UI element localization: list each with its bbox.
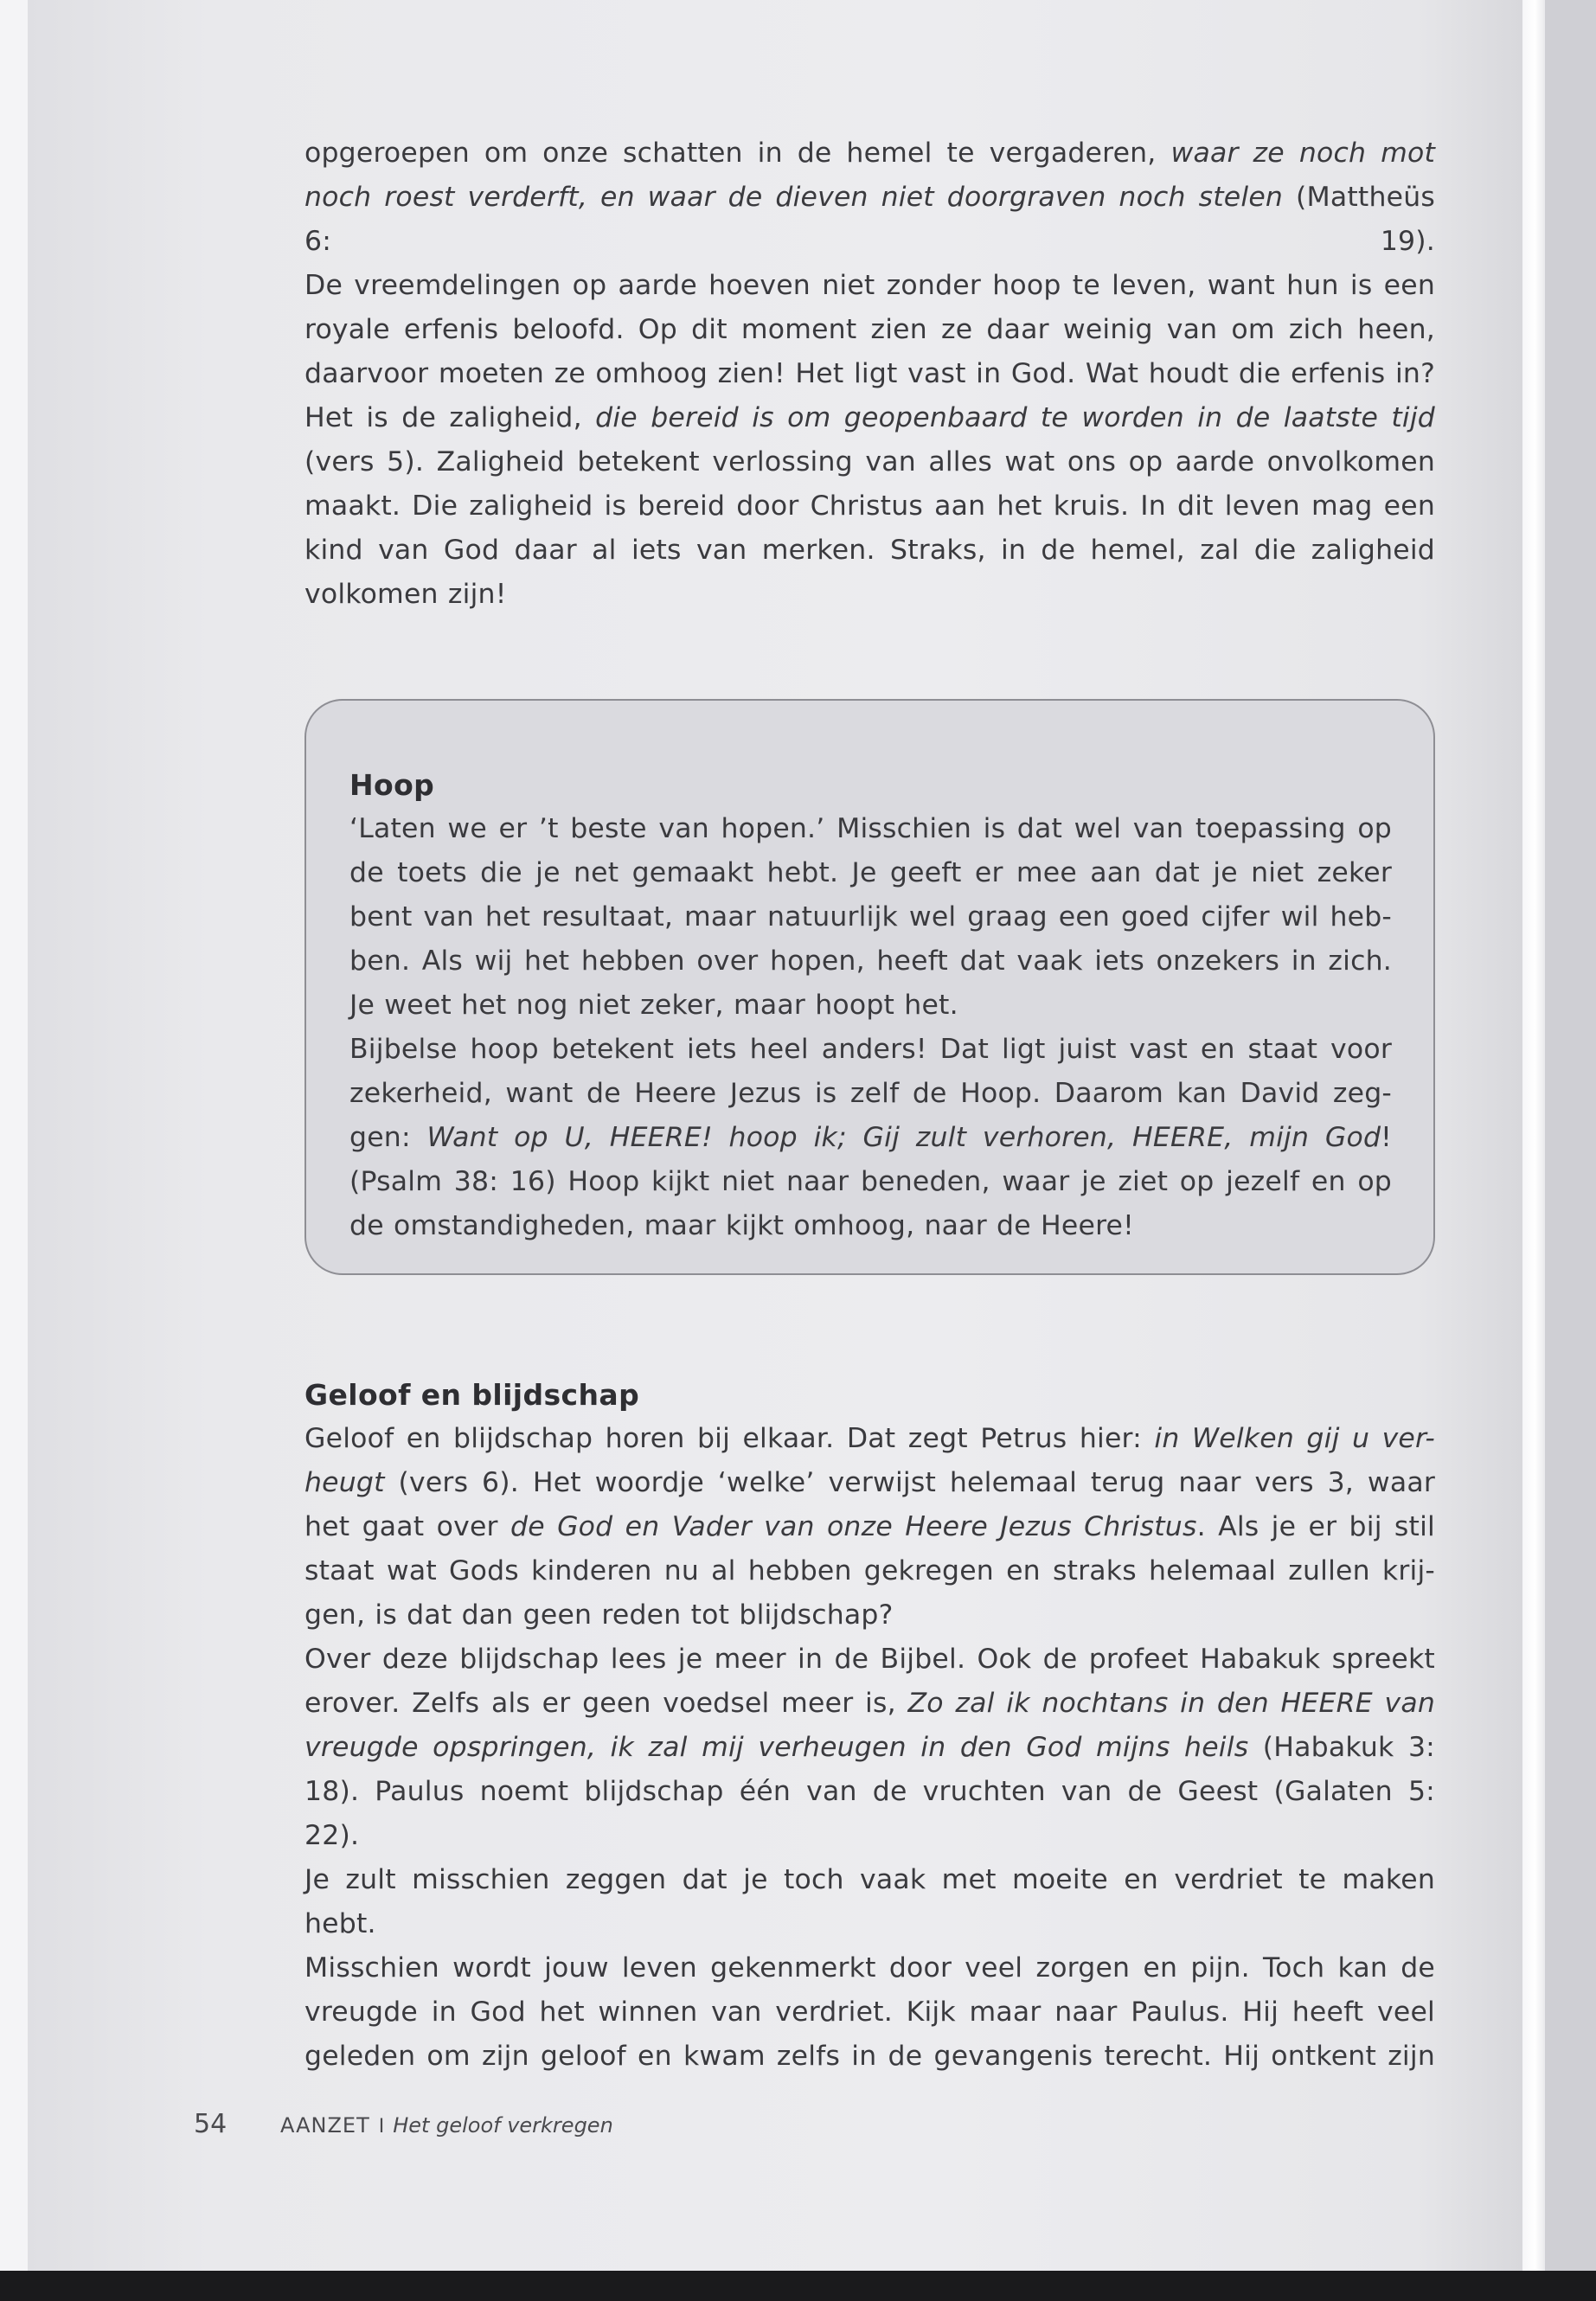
text-run: (Psalm 38: 16) Hoop kijkt niet naar beneden, waar je ziet op jezelf en op xyxy=(349,1166,1392,1197)
text-line xyxy=(304,1814,1435,1858)
text-line xyxy=(304,176,1435,220)
text-run: 18). Paulus noemt blijdschap één van de vruchten van de Geest (Galaten 5: xyxy=(304,1776,1435,1807)
text-run: ‘Laten we er ’t beste van hopen.’ Misschien is dat wel van toepassing op xyxy=(349,813,1392,844)
italic-quote: waar ze noch mot xyxy=(1170,138,1435,169)
geloof-lines xyxy=(304,1417,1435,2079)
text-line xyxy=(349,1116,1392,1160)
text-run: Bijbelse hoop betekent iets heel anders! Dat ligt juist vast en staat voor xyxy=(349,1034,1392,1065)
text-line xyxy=(304,1682,1435,1726)
scan-left-edge xyxy=(0,0,28,2301)
text-line xyxy=(304,573,1435,617)
hoop-callout-box xyxy=(304,699,1435,1275)
text-run: De vreemdelingen op aarde hoeven niet zonder hoop te leven, want hun is een xyxy=(304,270,1435,301)
text-line xyxy=(349,807,1392,851)
text-run: (vers 5). Zaligheid betekent verlossing van alles wat ons op aarde onvolkomen xyxy=(304,446,1435,478)
text-run: ! xyxy=(1381,1122,1392,1153)
footer-section: AANZET xyxy=(280,2113,370,2138)
text-line xyxy=(349,1028,1392,1072)
text-run: de toets die je net gemaakt hebt. Je geeft er mee aan dat je niet zeker xyxy=(349,857,1392,888)
text-run: kind van God daar al iets van merken. Straks, in de hemel, zal die zaligheid xyxy=(304,535,1435,566)
text-run: Misschien wordt jouw leven gekenmerkt door veel zorgen en pijn. Toch kan de xyxy=(304,1952,1435,1984)
text-line xyxy=(304,1726,1435,1770)
italic-quote: vreugde opspringen, ik zal mij verheugen in den God mijns heils xyxy=(304,1732,1249,1763)
text-line xyxy=(304,220,1435,264)
italic-quote: Zo zal ik nochtans in den HEERE van xyxy=(907,1688,1435,1719)
text-run: Je zult misschien zeggen dat je toch vaak met moeite en verdriet te maken hebt. xyxy=(304,1864,1435,1939)
text-line xyxy=(304,1858,1435,1946)
text-run: gen, is dat dan geen reden tot blijdschap? xyxy=(304,1599,894,1631)
text-run: 6: 19). xyxy=(304,226,1435,257)
text-run: (Habakuk 3: xyxy=(1248,1732,1435,1763)
text-run: bent van het resultaat, maar natuurlijk wel graag een goed cijfer wil heb- xyxy=(349,901,1392,933)
text-run: erover. Zelfs als er geen voedsel meer is, xyxy=(304,1688,908,1719)
text-line xyxy=(304,1549,1435,1593)
italic-quote: Want op U, HEERE! hoop ik; Gij zult verhoren, HEERE, mijn God xyxy=(426,1122,1381,1153)
text-line xyxy=(304,1946,1435,1990)
text-line xyxy=(304,440,1435,484)
text-run: gen: xyxy=(349,1122,427,1153)
section-title: Geloof en blijdschap xyxy=(304,1378,640,1412)
text-run: de omstandigheden, maar kijkt omhoog, naar de Heere! xyxy=(349,1210,1134,1241)
text-run: Je weet het nog niet zeker, maar hoopt het. xyxy=(349,990,958,1021)
text-line xyxy=(304,352,1435,396)
text-line xyxy=(349,1072,1392,1116)
text-run: ben. Als wij het hebben over hopen, heeft dat vaak iets onzekers in zich. xyxy=(349,945,1392,977)
footer-chapter: Het geloof verkregen xyxy=(393,2113,613,2138)
text-run: (Mattheüs xyxy=(1283,182,1435,213)
callout-title: Hoop xyxy=(349,768,435,802)
italic-quote: heugt xyxy=(304,1467,385,1498)
text-line xyxy=(304,1638,1435,1682)
scan-bottom-edge xyxy=(0,2271,1596,2301)
text-line xyxy=(304,396,1435,440)
text-line xyxy=(304,131,1435,176)
text-run: vreugde in God het winnen van verdriet. Kijk maar naar Paulus. Hij heeft veel xyxy=(304,1997,1435,2028)
text-line xyxy=(304,1593,1435,1638)
text-line xyxy=(304,1417,1435,1461)
text-line xyxy=(304,1461,1435,1505)
italic-quote: die bereid is om geopenbaard te worden in de laatste tijd xyxy=(595,402,1436,433)
page-gutter xyxy=(1522,0,1545,2271)
text-run: Geloof en blijdschap horen bij elkaar. Dat zegt Petrus hier: xyxy=(304,1423,1155,1454)
text-line xyxy=(304,308,1435,352)
text-run: opgeroepen om onze schatten in de hemel te vergaderen, xyxy=(304,138,1171,169)
italic-quote: in Welken gij u ver- xyxy=(1154,1423,1435,1454)
text-line xyxy=(304,1770,1435,1814)
text-line xyxy=(349,939,1392,984)
text-line xyxy=(304,2035,1435,2079)
scan-right-edge xyxy=(1545,0,1596,2271)
text-run: Het is de zaligheid, xyxy=(304,402,596,433)
top-lines xyxy=(304,131,1435,617)
footer-separator: I xyxy=(378,2116,385,2138)
text-line xyxy=(304,1505,1435,1549)
page-footer xyxy=(194,2109,613,2139)
text-run: daarvoor moeten ze omhoog zien! Het ligt vast in God. Wat houdt die erfenis in? xyxy=(304,358,1435,389)
text-run: Over deze blijdschap lees je meer in de Bijbel. Ook de profeet Habakuk spreekt xyxy=(304,1644,1435,1675)
callout-content xyxy=(349,763,1392,1248)
text-run: 22). xyxy=(304,1820,360,1851)
top-body-text xyxy=(304,131,1435,617)
text-line xyxy=(349,1160,1392,1204)
text-run: maakt. Die zaligheid is bereid door Christus aan het kruis. In dit leven mag een xyxy=(304,490,1435,522)
text-line xyxy=(304,484,1435,529)
text-line xyxy=(349,895,1392,939)
page-number: 54 xyxy=(194,2109,228,2139)
geloof-section xyxy=(304,1373,1435,2079)
text-line xyxy=(304,264,1435,308)
text-run: staat wat Gods kinderen nu al hebben gekregen en straks helemaal zullen krij- xyxy=(304,1555,1435,1586)
text-run: volkomen zijn! xyxy=(304,579,507,610)
text-line xyxy=(349,851,1392,895)
text-run: (vers 6). Het woordje ‘welke’ verwijst helemaal terug naar vers 3, waar xyxy=(384,1467,1435,1498)
italic-quote: de God en Vader van onze Heere Jezus Christus xyxy=(510,1511,1197,1542)
text-run: zekerheid, want de Heere Jezus is zelf de Hoop. Daarom kan David zeg- xyxy=(349,1078,1392,1109)
text-run: . Als je er bij stil xyxy=(1196,1511,1436,1542)
callout-lines xyxy=(349,807,1392,1248)
text-line xyxy=(304,529,1435,573)
text-run: geleden om zijn geloof en kwam zelfs in de gevangenis terecht. Hij ontkent zijn xyxy=(304,2041,1435,2072)
text-line xyxy=(304,1990,1435,2035)
text-run: het gaat over xyxy=(304,1511,510,1542)
text-line xyxy=(349,1204,1392,1248)
text-line xyxy=(349,984,1392,1028)
italic-quote: noch roest verderft, en waar de dieven niet doorgraven noch stelen xyxy=(304,182,1284,213)
text-run: royale erfenis beloofd. Op dit moment zien ze daar weinig van om zich heen, xyxy=(304,314,1435,345)
